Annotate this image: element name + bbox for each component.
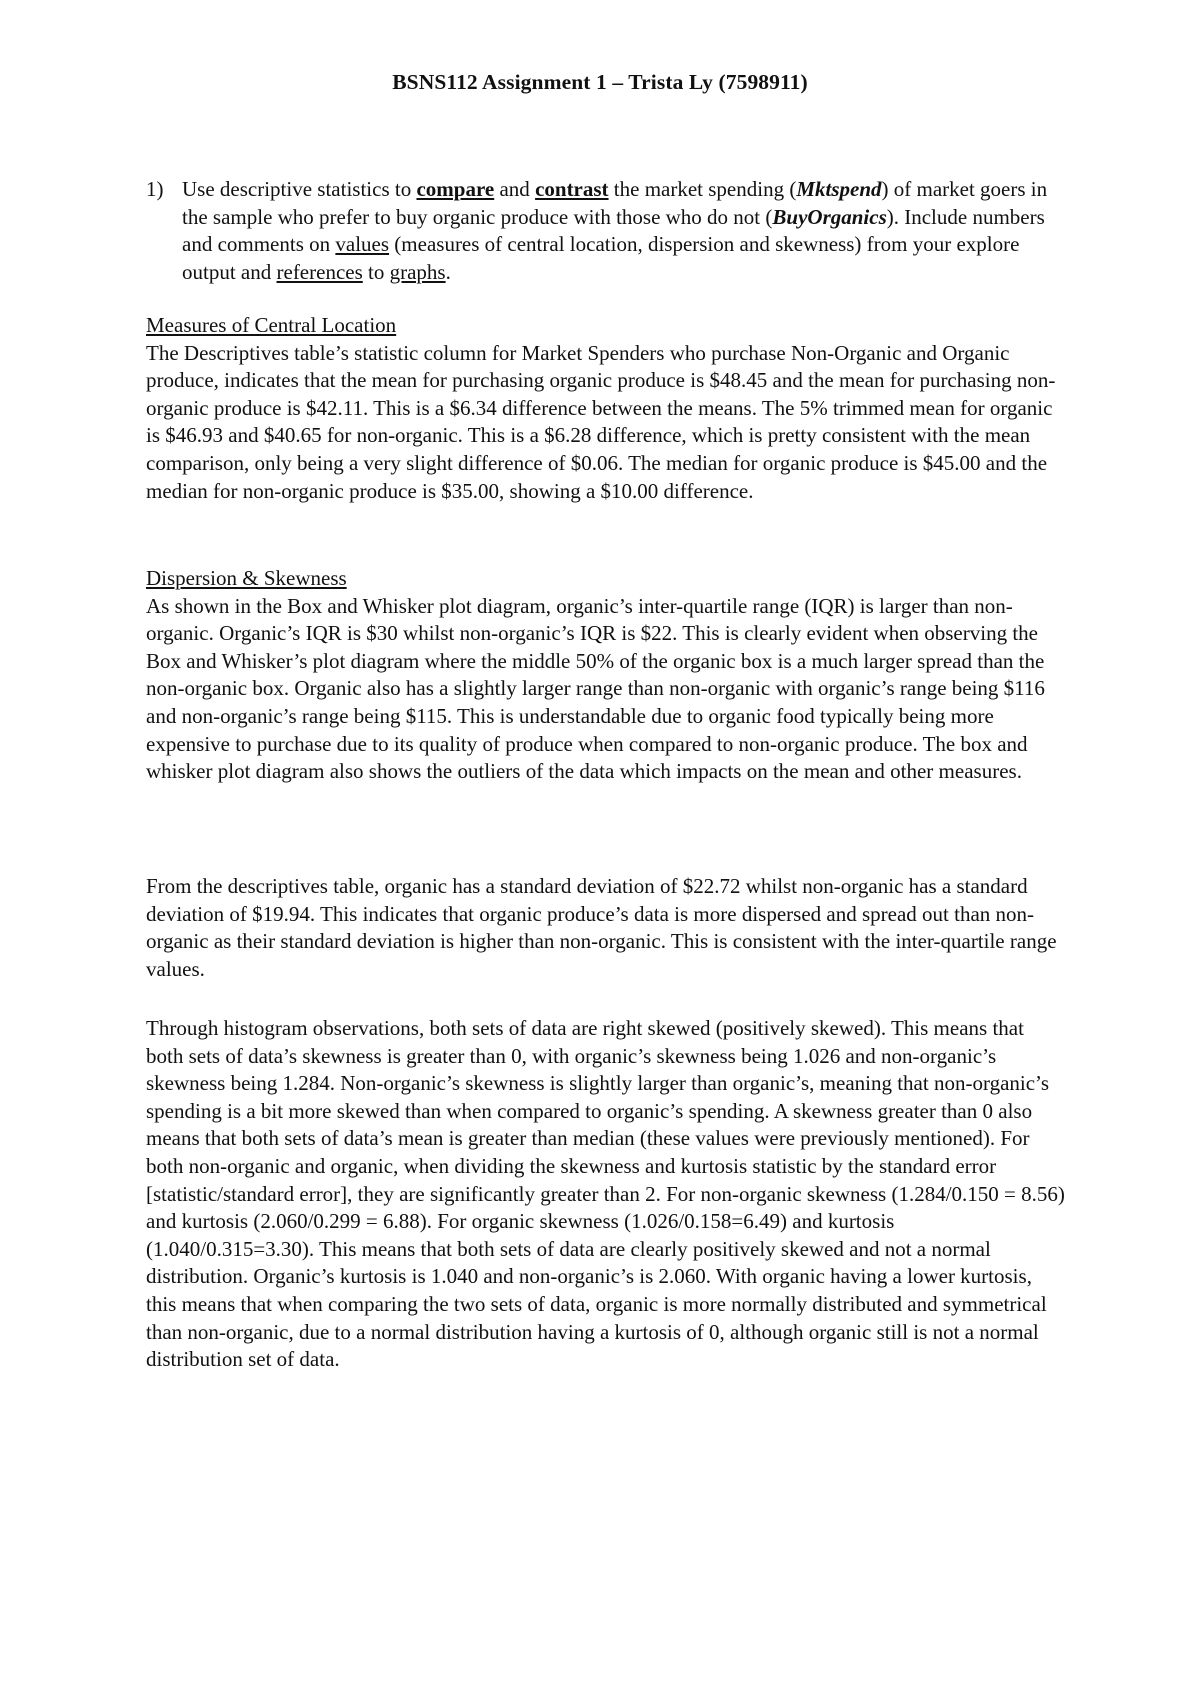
variable-mktspend: Mktspend [796,177,882,201]
central-location-paragraph: The Descriptives table’s statistic column for Market Spenders who purchase Non-Organic and Organic produce, indicates that the mean for purchasing organic produce is $48.45 and the mean for purchasing non-organic produce is $42.11. This is a $6.34 difference between the means. The 5% trimmed mean for organic is $46.93 and $40.65 for non-organic. This is a $6.28 difference, which is pretty consistent with the mean comparison, only being a very slight difference of $0.06. The median for organic produce is $45.00 and the median for non-organic produce is $35.00, showing a $10.00 difference. [146,340,1056,503]
question-text-part: ) of market goers in the sample who prefer to buy organic produce with those who do not ( [182,177,1048,229]
dispersion-heading: Dispersion & Skewness [146,566,347,590]
std-dev-section [146,873,1066,983]
skewness-section [146,1015,1066,1374]
central-location-section [146,312,1066,505]
document-title: BSNS112 Assignment 1 – Trista Ly (7598911) [392,70,808,94]
dispersion-paragraph-1: As shown in the Box and Whisker plot diagram, organic’s inter-quartile range (IQR) is larger than non-organic. Organic’s IQR is $30 whilst non-organic’s IQR is $22. This is clearly evident when observing the Box and Whisker’s plot diagram where the middle 50% of the organic box is a much larger spread than the non-organic box. Organic also has a slightly larger range than non-organic with organic’s range being $116 and non-organic’s range being $115. This is understandable due to organic food typically being more expensive to purchase due to its quality of produce when compared to non-organic produce. The box and whisker plot diagram also shows the outliers of the data which impacts on the mean and other measures. [146,593,1045,784]
dispersion-section [146,565,1066,786]
question-number: 1) [146,177,164,201]
question-1 [146,176,1066,286]
dispersion-paragraph-3: Through histogram observations, both sets of data are right skewed (positively skewed). This means that both sets of data’s skewness is greater than 0, with organic’s skewness being 1.026 and non-organic’s skewness being 1.284. Non-organic’s skewness is slightly larger than organic’s, meaning that non-organic’s spending is a bit more skewed than when compared to organic’s spending. A skewness greater than 0 also means that both sets of data’s mean is greater than median (these values were previously mentioned). For both non-organic and organic, when dividing the skewness and kurtosis statistic by the standard error [statistic/standard error], they are significantly greater than 2. For non-organic skewness (1.284/0.150 = 8.56) and kurtosis (2.060/0.299 = 6.88). For organic skewness (1.026/0.158=6.49) and kurtosis (1.040/0.315=3.30). This means that both sets of data are clearly positively skewed and not a normal distribution. Organic’s kurtosis is 1.040 and non-organic’s is 2.060. With organic having a lower kurtosis, this means that when comparing the two sets of data, organic is more normally distributed and symmetrical than non-organic, due to a normal distribution having a kurtosis of 0, although organic still is not a normal distribution set of data. [146,1016,1065,1372]
question-text-part: to [362,259,390,284]
keyword-values: values [335,232,390,257]
question-text-part: (measures of central location, dispersion and skewness) from your explore output and [182,232,1020,284]
keyword-compare: compare [416,177,495,201]
question-text-part: . [445,259,451,284]
question-text-part: the market spending ( [608,177,797,201]
keyword-references: references [276,259,363,284]
keyword-contrast: contrast [535,177,609,201]
keyword-graphs: graphs [389,259,446,284]
question-text-part: Use descriptive statistics to [182,177,417,201]
question-text [182,176,1066,286]
question-text-part: and [494,177,536,201]
central-location-heading: Measures of Central Location [146,313,397,337]
question-text-part: ). Include numbers and comments on [182,204,1045,257]
dispersion-paragraph-2: From the descriptives table, organic has a standard deviation of $22.72 whilst non-organic has a standard deviation of $19.94. This indicates that organic produce’s data is more dispersed and spread out than non-organic as their standard deviation is higher than non-organic. This is consistent with the inter-quartile range values. [146,874,1057,981]
variable-buyorganics: BuyOrganics [772,204,887,229]
